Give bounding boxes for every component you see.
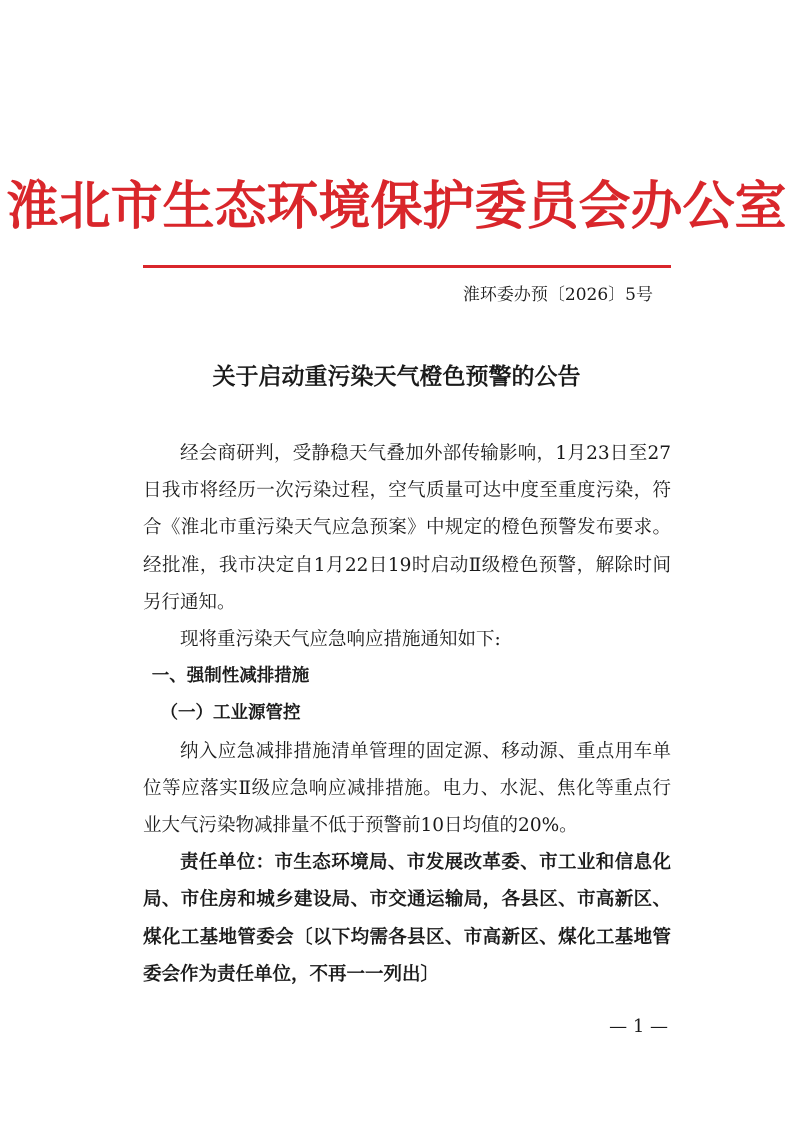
- page-number: — 1 —: [609, 1016, 668, 1037]
- paragraph-notice: 现将重污染天气应急响应措施通知如下:: [180, 629, 501, 651]
- section-heading-1: 一、强制性减排措施: [151, 666, 310, 687]
- document-body: [143, 435, 671, 993]
- header-red-rule: [143, 265, 671, 268]
- document-number: 淮环委办预〔2026〕5号: [462, 285, 653, 305]
- issuing-office-header: 淮北市生态环境保护委员会办公室: [6, 176, 787, 237]
- paragraph-intro: 经会商研判，受静稳天气叠加外部传输影响，1月23日至27日我市将经历一次污染过程，空气质量可达中度至重度污染，符合《淮北市重污染天气应急预案》中规定的橙色预警发布要求。经批准，我市决定自1月22日19时启动Ⅱ级橙色预警，解除时间另行通知。: [143, 443, 671, 613]
- subsection-heading-1-1: （一）工业源管控: [160, 703, 301, 724]
- document-title: 关于启动重污染天气橙色预警的公告: [212, 363, 581, 390]
- paragraph-industrial-measures: 纳入应急减排措施清单管理的固定源、移动源、重点用车单位等应落实Ⅱ级应急响应减排措施。电力、水泥、焦化等重点行业大气污染物减排量不低于预警前10日均值的20%。: [143, 740, 671, 837]
- paragraph-responsible-units: 责任单位：市生态环境局、市发展改革委、市工业和信息化局、市住房和城乡建设局、市交通运输局，各县区、市高新区、煤化工基地管委会〔以下均需各县区、市高新区、煤化工基地管委会作为责任单位，不再一一列出〕: [143, 852, 671, 985]
